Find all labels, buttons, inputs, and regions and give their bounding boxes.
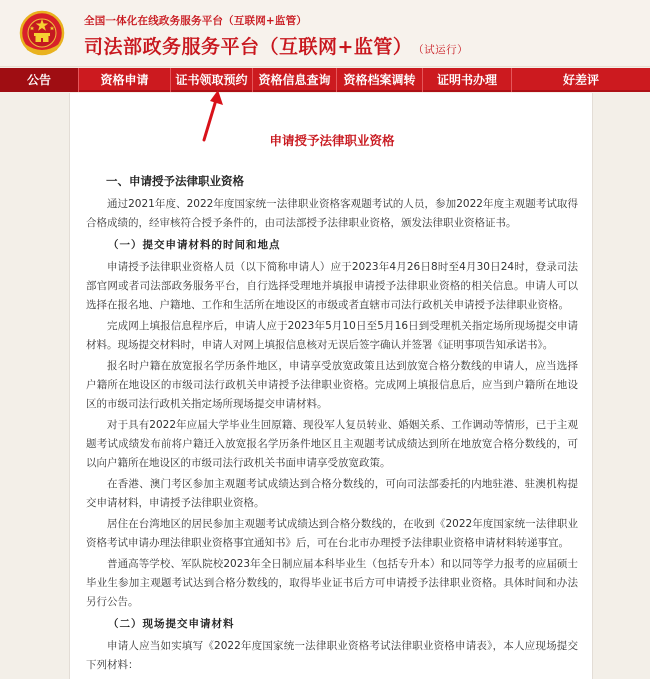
platform-title (84, 32, 468, 59)
paragraph: 通过2021年度、2022年度国家统一法律职业资格客观题考试的人员，参加2022年度主观题考试取得合格成绩的，经审核符合授予条件的，由司法部授予法律职业资格，颁发法律职业资格证书。 (86, 198, 578, 229)
nav-item-announcement[interactable]: 公告 (0, 68, 79, 92)
article-title: 申请授予法律职业资格 (269, 133, 395, 148)
nav-item-qualification-query[interactable]: 资格信息查询 (253, 68, 337, 92)
paragraph: 完成网上填报信息程序后，申请人应于2023年5月10日至5月16日到受理机关指定场所现场提交申请材料。现场提交材料时，申请人对网上填报信息核对无误后签字确认并签署《证明事项告知承诺书》。 (86, 320, 578, 351)
paragraph: 申请人应当如实填写《2022年度国家统一法律职业资格考试法律职业资格申请表》，本人应现场提交下列材料： (86, 640, 578, 671)
main-nav (0, 68, 650, 92)
national-emblem-icon (19, 10, 65, 58)
platform-title-text: 司法部政务服务平台（互联网+监管） (84, 36, 413, 58)
nav-item-archive-transfer[interactable]: 资格档案调转 (337, 68, 423, 92)
red-arrow-icon (196, 88, 226, 144)
nav-item-rating[interactable]: 好差评 (562, 73, 599, 87)
paragraph: 对于具有2022年应届大学毕业生回原籍、现役军人复员转业、婚姻关系、工作调动等情形，已于主观题考试成绩发布前将户籍迁入放宽报名学历条件地区且主观题考试成绩达到所在地放宽合格分数线的，可以向户籍所在地设区的市级司法行政机关书面申请享受放宽政策。 (86, 419, 578, 469)
article-panel (69, 93, 593, 679)
paragraph: 申请授予法律职业资格人员（以下简称申请人）应于2023年4月26日8时至4月30日24时，登录司法部官网或者司法部政务服务平台，自行选择受理地并填报申请授予法律职业资格的相关信息。申请人可以选择在报名地、户籍地、工作和生活所在地设区的市级或者直辖市司法行政机关申请授予法律职业资格。 (86, 261, 578, 311)
paragraph: 普通高等学校、军队院校2023年全日制应届本科毕业生（包括专升本）和以同等学力报考的应届硕士毕业生参加主观题考试达到合格分数线的，取得毕业证书后方可申请授予法律职业资格。具体时间和办法另行公告。 (86, 558, 578, 608)
subsection-heading: （二）现场提交申请材料 (108, 618, 235, 630)
paragraph: 居住在台湾地区的居民参加主观题考试成绩达到合格分数线的，在收到《2022年度国家统一法律职业资格考试申请办理法律职业资格事宜通知书》后，可在台北市办理授予法律职业资格申请材料转递事宜。 (86, 518, 578, 549)
nav-item-apply[interactable]: 资格申请 (79, 68, 171, 92)
site-header (0, 0, 650, 67)
platform-subtitle: 全国一体化在线政务服务平台（互联网+监管） (84, 15, 307, 27)
subsection-heading: （一）提交申请材料的时间和地点 (108, 239, 281, 251)
trial-badge: （试运行） (418, 44, 469, 56)
nav-item-certificate-booking[interactable]: 证书领取预约 (171, 68, 253, 92)
section-heading: 一、申请授予法律职业资格 (106, 174, 244, 188)
nav-item-certificate-handling[interactable]: 证明书办理 (423, 68, 512, 92)
paragraph: 在香港、澳门考区参加主观题考试成绩达到合格分数线的，可向司法部委托的内地驻港、驻澳机构提交申请材料，申请授予法律职业资格。 (86, 478, 578, 509)
paragraph: 报名时户籍在放宽报名学历条件地区，申请享受放宽政策且达到放宽合格分数线的申请人，应当选择户籍所在地设区的市级司法行政机关申请授予法律职业资格。完成网上填报信息后，应当到户籍所在地设区的市级司法行政机关指定场所现场提交申请材料。 (86, 360, 578, 410)
